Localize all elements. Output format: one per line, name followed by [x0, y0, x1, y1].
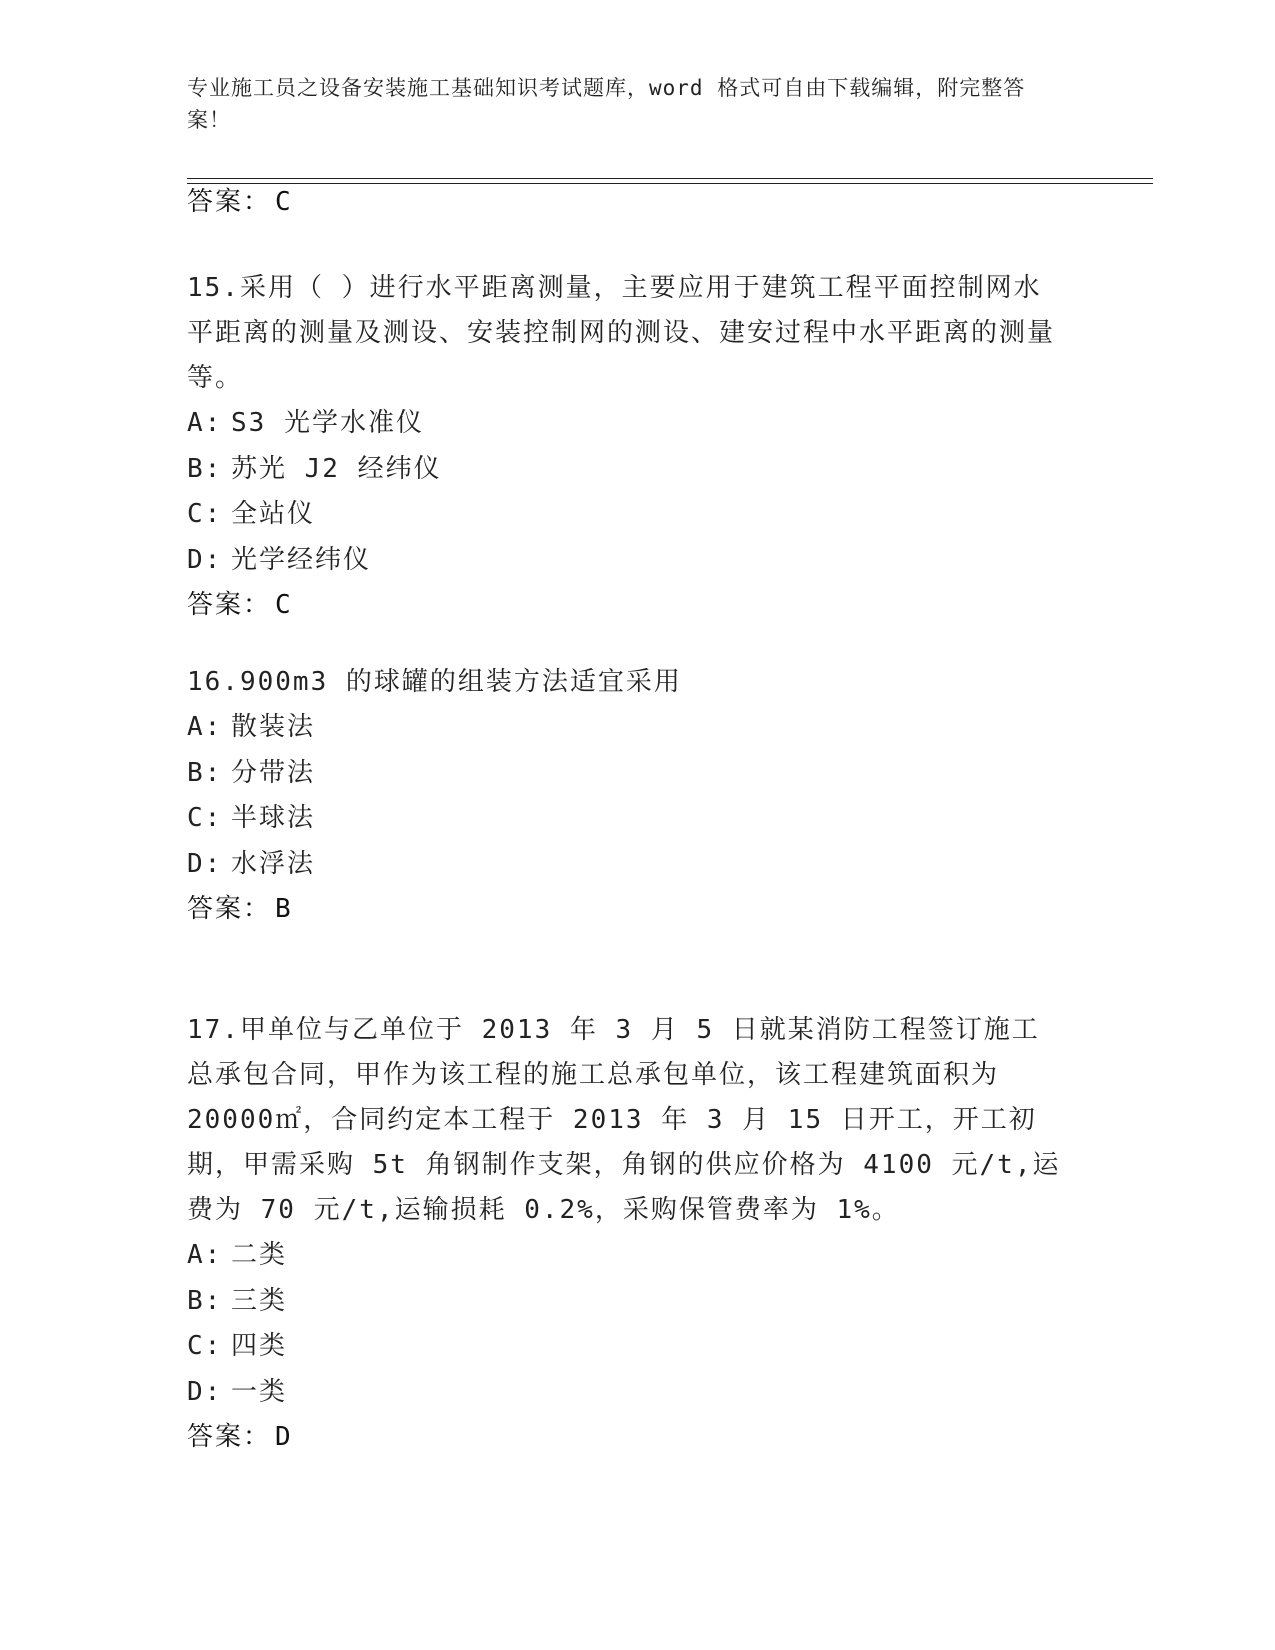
option-text: S3 光学水准仪 [231, 408, 424, 438]
option-text: 四类 [231, 1331, 288, 1361]
option-text: 光学经纬仪 [231, 544, 372, 575]
question-number: 16. [187, 667, 240, 697]
answer-line [187, 180, 1067, 224]
question-text: 900m3 的球罐的组装方法适宜采用 [239, 667, 682, 697]
answer-line [187, 1415, 1067, 1459]
option-a [187, 401, 1067, 447]
option-key: C: [187, 499, 223, 529]
answer-line [187, 583, 1067, 627]
option-b [187, 751, 1067, 797]
answer-value: C [275, 590, 293, 620]
option-key: C: [187, 1331, 223, 1361]
question-text: 甲单位与乙单位于 2013 年 3 月 5 日就某消防工程签订施工总承包合同，甲作为该工程的施工总承包单位，该工程建筑面积为 20000㎡，合同约定本工程于 2013 年 3 月 15 日开工，开工初期，甲需采购 5t 角钢制作支架，角钢的供应价格为 4100 元/t,运费为 70 元/t,运输损耗 0.2%，采购保管费率为 1%。 [187, 1015, 1061, 1225]
question-text: 采用（ ）进行水平距离测量，主要应用于建筑工程平面控制网水平距离的测量及测设、安装控制网的测设、建安过程中水平距离的测量等。 [187, 273, 1056, 393]
option-text: 三类 [231, 1285, 288, 1316]
option-text: 二类 [231, 1240, 288, 1270]
answer-line [187, 887, 1067, 931]
question-15 [187, 266, 1067, 627]
option-key: C: [187, 803, 223, 833]
question-17 [187, 1008, 1067, 1459]
option-key: D: [187, 544, 223, 575]
option-a [187, 705, 1067, 751]
answer-value: B [275, 894, 293, 924]
option-key: D: [187, 848, 223, 879]
option-b [187, 1279, 1067, 1325]
answer-label: 答案： [187, 1422, 272, 1452]
question-stem [187, 660, 1067, 705]
option-key: A: [187, 712, 223, 742]
header-title: 专业施工员之设备安装施工基础知识考试题库，word 格式可自由下载编辑，附完整答案！ [187, 76, 1026, 132]
question-16 [187, 660, 1067, 931]
option-text: 水浮法 [231, 848, 316, 879]
option-text: 散装法 [231, 712, 316, 742]
option-d [187, 842, 1067, 888]
option-b [187, 447, 1067, 493]
header-divider-top [187, 178, 1153, 179]
option-c [187, 796, 1067, 842]
option-d [187, 538, 1067, 584]
option-key: A: [187, 408, 223, 438]
option-c [187, 492, 1067, 538]
option-key: B: [187, 1285, 223, 1316]
answer-label: 答案： [187, 187, 272, 217]
option-key: A: [187, 1240, 223, 1270]
option-key: B: [187, 757, 223, 788]
option-text: 苏光 J2 经纬仪 [231, 453, 442, 484]
document-header [187, 72, 1067, 136]
prev-answer-block [187, 180, 1067, 224]
answer-label: 答案： [187, 590, 272, 620]
option-text: 分带法 [231, 757, 316, 788]
option-d [187, 1370, 1067, 1416]
option-a [187, 1233, 1067, 1279]
option-key: B: [187, 453, 223, 484]
option-text: 一类 [231, 1376, 288, 1407]
answer-value: C [275, 187, 293, 217]
option-text: 全站仪 [231, 499, 316, 529]
question-number: 17. [187, 1015, 240, 1045]
option-c [187, 1324, 1067, 1370]
answer-label: 答案： [187, 894, 272, 924]
option-key: D: [187, 1376, 223, 1407]
option-text: 半球法 [231, 803, 316, 833]
answer-value: D [275, 1422, 293, 1452]
question-stem [187, 1008, 1067, 1233]
question-number: 15. [187, 273, 240, 303]
question-stem [187, 266, 1067, 401]
